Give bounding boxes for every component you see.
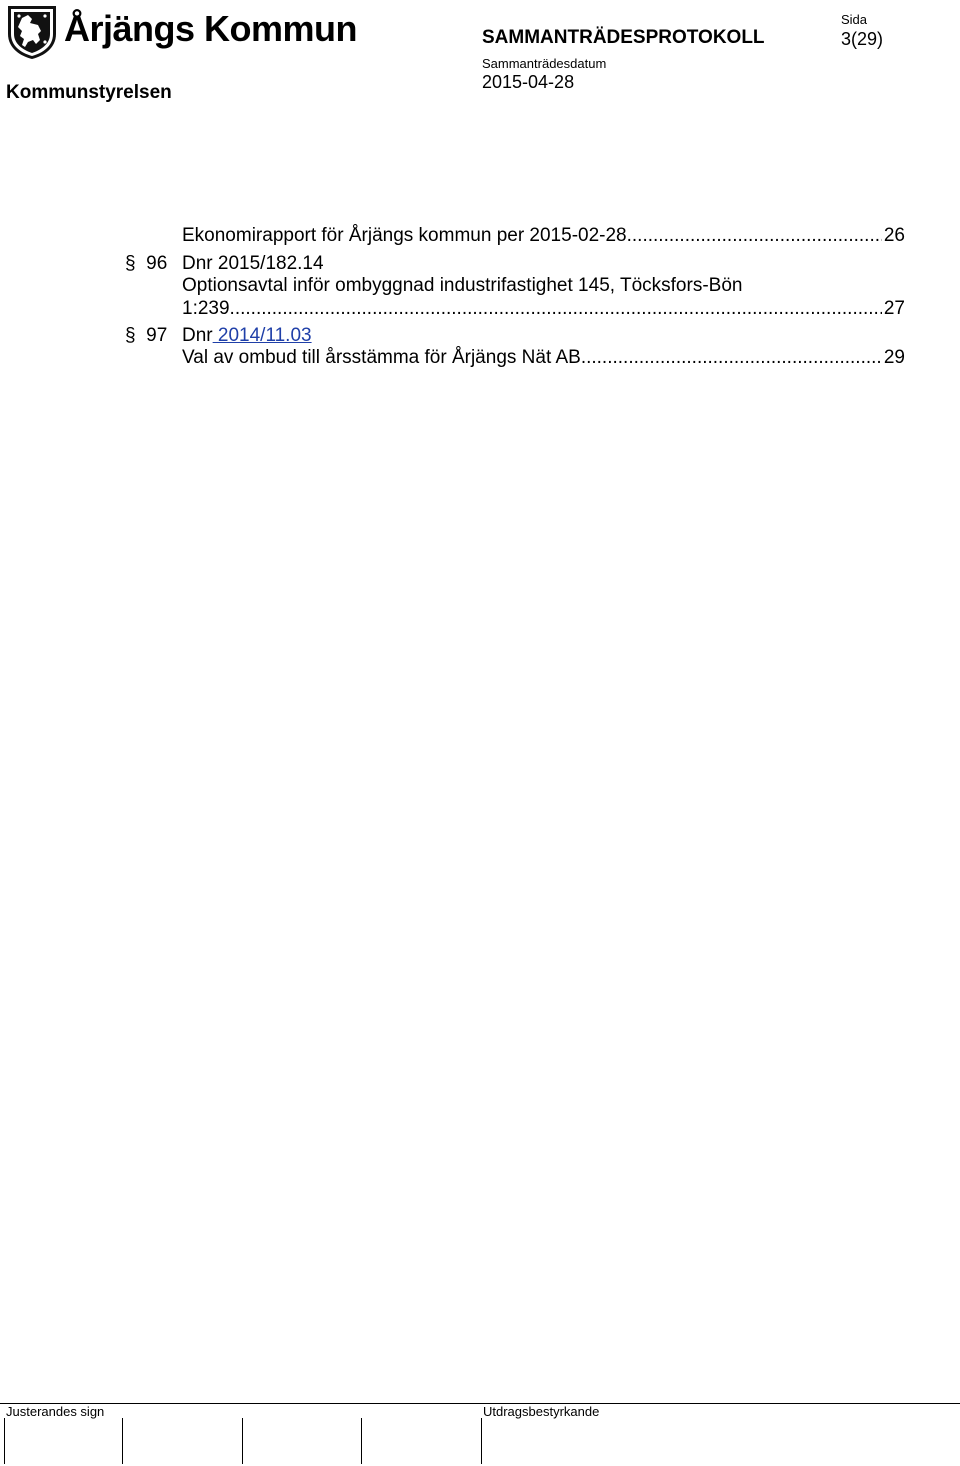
- coat-of-arms-logo: [6, 4, 58, 60]
- paragraph-97-dnr: Dnr 2014/11.03: [182, 325, 312, 346]
- paragraph-97-number: § 97: [125, 325, 168, 346]
- page-label: Sida: [841, 12, 868, 27]
- toc-leader-dots: [627, 224, 882, 248]
- signature-box-divider: [361, 1418, 362, 1464]
- paragraph-96-dnr: Dnr 2015/182.14: [182, 253, 324, 274]
- footer-divider: [0, 1403, 960, 1404]
- footer-justerandes-sign: Justerandes sign: [6, 1404, 105, 1419]
- department-name: Kommunstyrelsen: [6, 82, 172, 103]
- meeting-date: 2015-04-28: [482, 72, 575, 92]
- toc-entry-paragraph-97[interactable]: [182, 346, 905, 370]
- page-number: 3(29): [841, 29, 884, 49]
- toc-entry-paragraph-96[interactable]: [182, 297, 905, 321]
- toc-entry-page: 27: [883, 298, 905, 319]
- dnr-link[interactable]: 2014/11.03: [212, 325, 312, 346]
- toc-leader-dots: [581, 346, 882, 370]
- paragraph-96-title-line1[interactable]: Optionsavtal inför ombyggnad industrifastighet 145, Töcksfors-Bön: [182, 275, 743, 296]
- toc-leader-dots: [230, 297, 882, 321]
- signature-box-divider: [242, 1418, 243, 1464]
- toc-entry-page: 29: [883, 347, 905, 368]
- section-symbol: §: [125, 253, 136, 274]
- signature-box-divider: [4, 1418, 5, 1464]
- signature-box-divider: [122, 1418, 123, 1464]
- signature-box-divider: [481, 1418, 482, 1464]
- paragraph-96-number: § 96: [125, 253, 168, 274]
- footer-utdragsbestyrkande: Utdragsbestyrkande: [483, 1404, 600, 1419]
- org-name: Årjängs Kommun: [64, 8, 358, 49]
- toc-entry-title: 1:239: [182, 298, 230, 319]
- toc-entry-ekonomirapport[interactable]: [182, 224, 905, 248]
- dnr-value: 2015/182.14: [217, 253, 324, 274]
- document-title: SAMMANTRÄDESPROTOKOLL: [482, 27, 765, 48]
- toc-entry-title: Val av ombud till årsstämma för Årjängs Nät AB: [182, 347, 581, 368]
- toc-entry-page: 26: [883, 225, 905, 246]
- section-symbol: §: [125, 325, 136, 346]
- meeting-date-label: Sammanträdesdatum: [482, 56, 607, 71]
- toc-entry-title: Ekonomirapport för Årjängs kommun per 2015-02-28: [182, 225, 627, 246]
